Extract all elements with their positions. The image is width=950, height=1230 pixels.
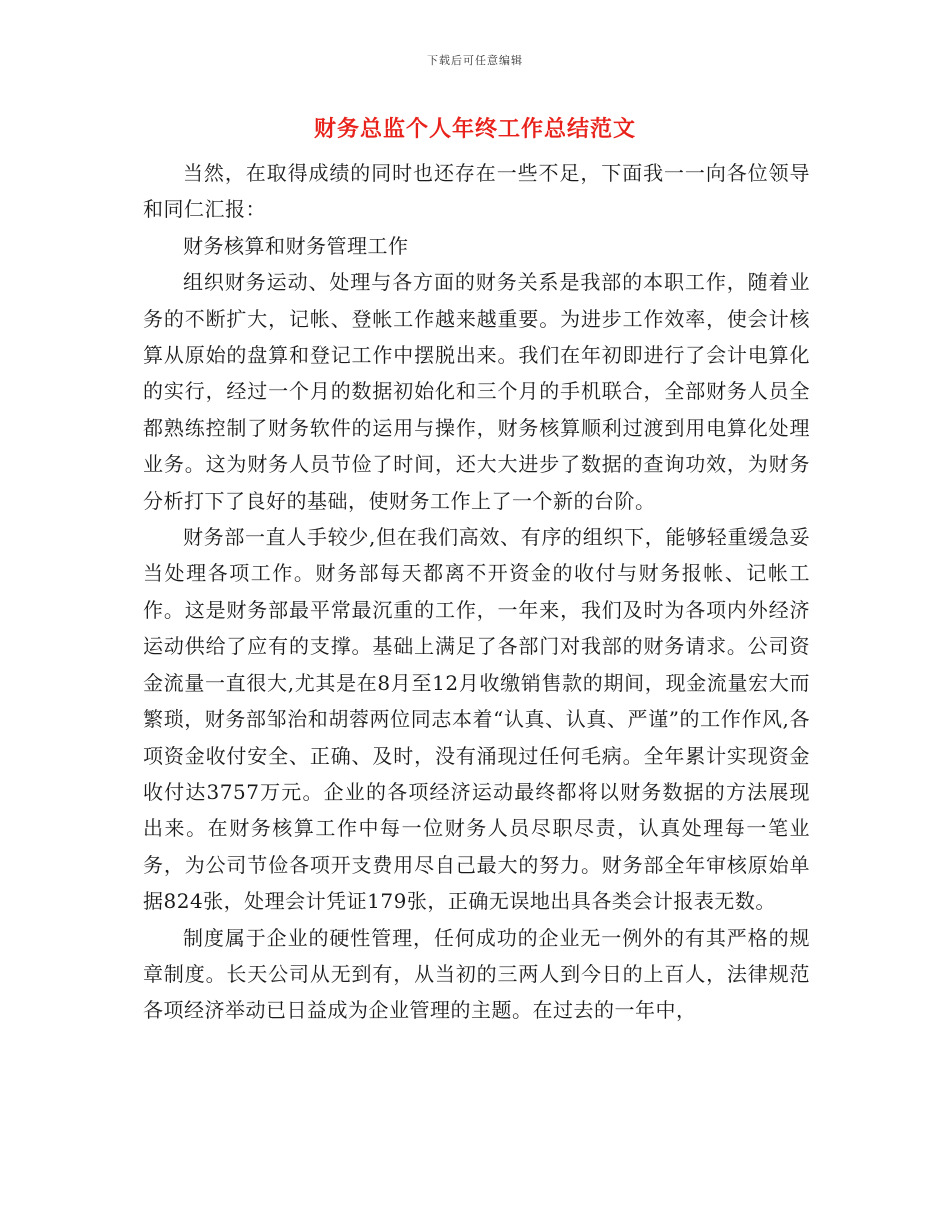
document-title: 财务总监个人年终工作总结范文 (313, 116, 636, 142)
paragraph-accounting: 组织财务运动、处理与各方面的财务关系是我部的本职工作，随着业务的不断扩大，记帐、登帐工作越来越重要。为进步工作效率，使会计核算从原始的盘算和登记工作中摆脱出来。我们在年初即进行了会计电算化的实行，经过一个月的数据初始化和三个月的手机联合，全部财务人员全都熟练控制了财务软件的运用与操作，财务核算顺利过渡到用电算化处理业务。这为财务人员节俭了时间，还大大进步了数据的查询功效，为财务分析打下了良好的基础，使财务工作上了一个新的台阶。 (143, 270, 810, 513)
page-header: 下载后可任意编辑 (427, 54, 523, 67)
paragraph-funds: 财务部一直人手较少,但在我们高效、有序的组织下，能够轻重缓急妥当处理各项工作。财务部每天都离不开资金的收付与财务报帐、记帐工作。这是财务部最平常最沉重的工作，一年来，我们及时为各项内外经济运动供给了应有的支撑。基础上满足了各部门对我部的财务请求。公司资金流量一直很大,尤其是在8月至12月收缴销售款的期间，现金流量宏大而繁琐，财务部邹治和胡蓉两位同志本着“认真、认真、严谨”的工作作风,各项资金收付安全、正确、及时，没有涌现过任何毛病。全年累计实现资金收付达3757万元。企业的各项经济运动最终都将以财务数据的方法展现出来。在财务核算工作中每一位财务人员尽职尽责，认真处理每一笔业务，为公司节俭各项开支费用尽自己最大的努力。财务部全年审核原始单据824张，处理会计凭证179张，正确无误地出具各类会计报表无数。 (143, 525, 810, 914)
paragraph-intro: 当然，在取得成绩的同时也还存在一些不足，下面我一一向各位领导和同仁汇报： (143, 161, 810, 222)
paragraph-regulations: 制度属于企业的硬性管理，任何成功的企业无一例外的有其严格的规章制度。长天公司从无到有，从当初的三两人到今日的上百人，法律规范各项经济举动已日益成为企业管理的主题。在过去的一年中， (143, 925, 810, 1023)
section-heading: 财务核算和财务管理工作 (183, 233, 409, 258)
document-body (143, 155, 810, 1029)
